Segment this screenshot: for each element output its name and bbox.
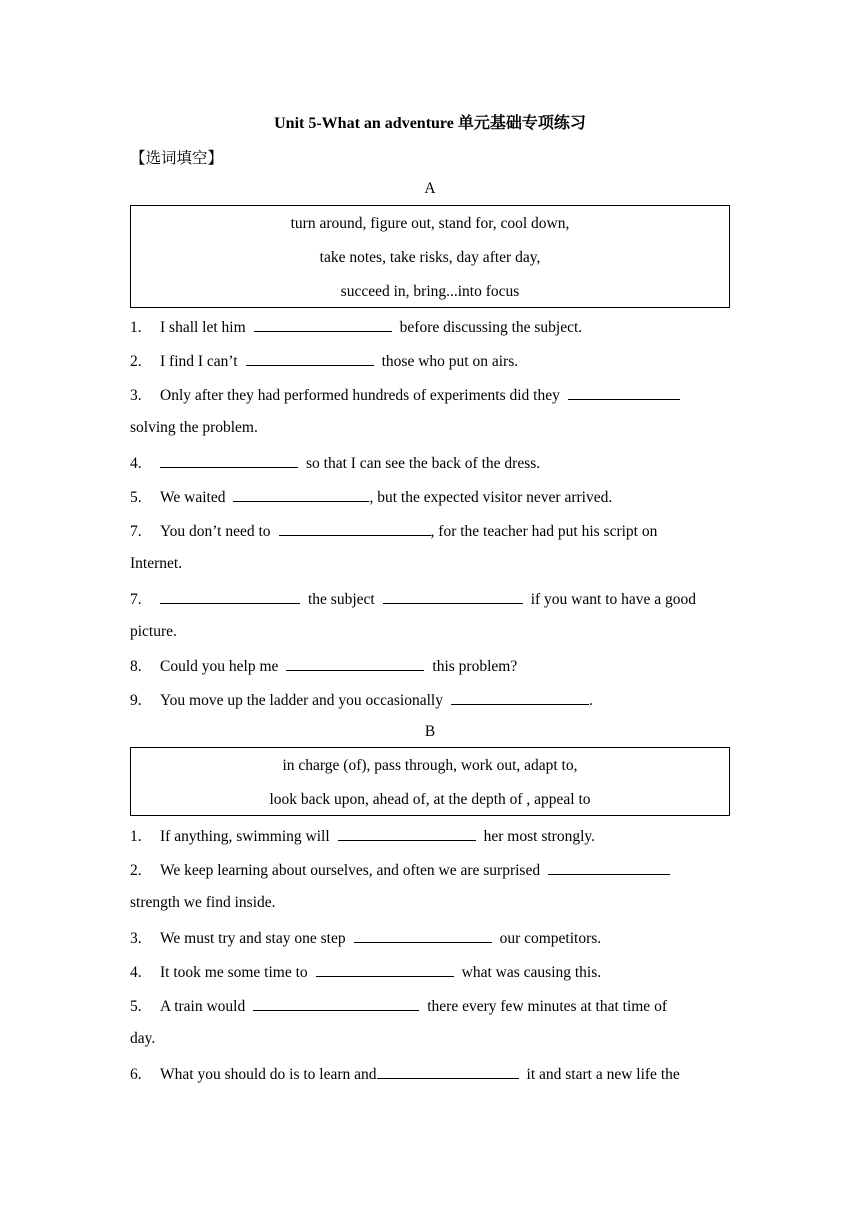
question-a6-cont: Internet. [130,555,183,572]
question-a2: 2. I find I can’t those who put on airs. [130,353,519,370]
question-b3: 3. We must try and stay one step our competitors. [130,930,602,947]
word-box-row: in charge (of), pass through, work out, adapt to, [282,757,578,774]
question-a7-cont: picture. [130,623,177,640]
word-box-row: take notes, take risks, day after day, [319,249,541,266]
question-b1: 1. If anything, swimming will her most strongly. [130,828,596,845]
answer-blank[interactable] [451,690,589,705]
question-a5: 5. We waited , but the expected visitor never arrived. [130,489,613,506]
answer-blank[interactable] [568,385,680,400]
question-a6: 7. You don’t need to , for the teacher had put his script on [130,523,658,540]
part-a-word-box [130,205,730,308]
answer-blank[interactable] [286,656,424,671]
answer-blank[interactable] [316,962,454,977]
part-b-word-box [130,747,730,816]
answer-blank[interactable] [253,996,419,1011]
question-a8: 8. Could you help me this problem? [130,658,518,675]
answer-blank[interactable] [233,487,369,502]
question-a9: 9. You move up the ladder and you occasionally . [130,692,593,709]
answer-blank[interactable] [160,589,300,604]
question-b2: 2. We keep learning about ourselves, and often we are surprised [130,860,730,880]
answer-blank[interactable] [354,928,492,943]
answer-blank[interactable] [279,521,431,536]
word-box-row: look back upon, ahead of, at the depth of , appeal to [269,791,591,808]
answer-blank[interactable] [246,351,374,366]
answer-blank[interactable] [548,860,670,875]
section-label: 【选词填空】 [130,150,224,167]
question-a3-cont: solving the problem. [130,419,258,436]
question-a4: 4. so that I can see the back of the dress. [130,455,541,472]
answer-blank[interactable] [377,1064,519,1079]
question-b5-cont: day. [130,1030,156,1047]
question-a1: 1. I shall let him before discussing the subject. [130,319,583,336]
part-b-label: B [424,723,436,740]
question-b6: 6. What you should do is to learn and it and start a new life the [130,1066,680,1083]
question-a3: 3. Only after they had performed hundreds of experiments did they [130,385,730,405]
word-box-row: turn around, figure out, stand for, cool down, [290,215,570,232]
question-b2-cont: strength we find inside. [130,894,276,911]
part-a-label: A [424,180,436,197]
answer-blank[interactable] [160,453,298,468]
answer-blank[interactable] [383,589,523,604]
page-title: Unit 5-What an adventure 单元基础专项练习 [274,115,586,132]
answer-blank[interactable] [254,317,392,332]
word-box-row: succeed in, bring...into focus [340,283,520,300]
question-a7: 7. the subject if you want to have a good [130,591,697,608]
answer-blank[interactable] [338,826,476,841]
question-b5: 5. A train would there every few minutes at that time of [130,998,667,1015]
question-b4: 4. It took me some time to what was causing this. [130,964,602,981]
